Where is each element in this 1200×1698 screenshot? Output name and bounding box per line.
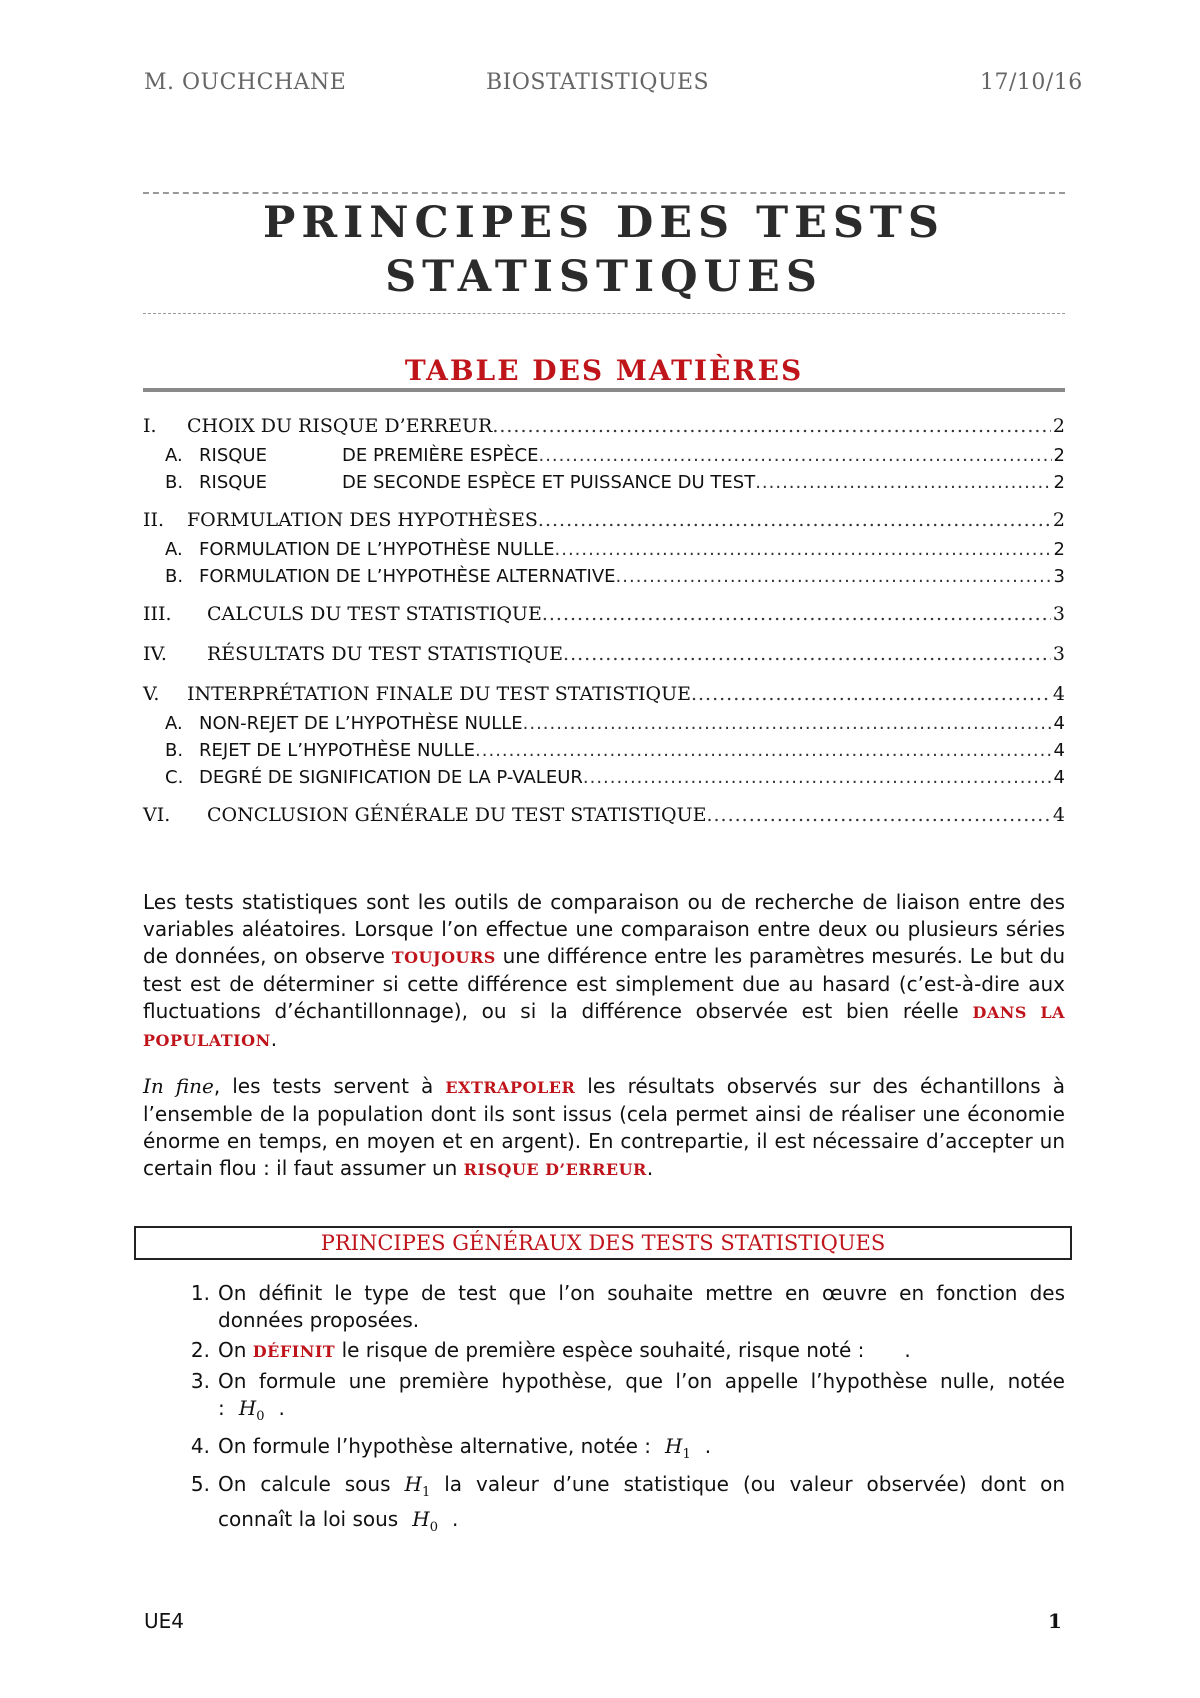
header-author: M. OUCHCHANE — [144, 70, 347, 95]
table-of-contents — [143, 415, 1065, 834]
toc-subentry-1a[interactable] — [143, 445, 1065, 472]
toc-entry-label: INTERPRÉTATION FINALE DU TEST STATISTIQUE — [187, 683, 691, 705]
step-text — [218, 1433, 1065, 1468]
toc-entry-page: 3 — [1052, 643, 1065, 665]
toc-leader — [706, 804, 1050, 826]
toc-entry-label: FORMULATION DES HYPOTHÈSES — [187, 509, 538, 531]
toc-subentry-number: A. — [165, 713, 183, 734]
list-item — [143, 1337, 1065, 1365]
step-text-part: On formule l’hypothèse alternative, notée : — [218, 1434, 652, 1458]
toc-subentry-label: FORMULATION DE L’HYPOTHÈSE NULLE — [199, 539, 555, 560]
intro-text: . — [646, 1156, 654, 1180]
toc-subentry-2a[interactable] — [143, 539, 1065, 566]
toc-leader — [755, 472, 1051, 493]
h-letter: H — [412, 1507, 430, 1531]
toc-subentry-number: B. — [165, 740, 184, 761]
h-subscript: 0 — [429, 1520, 438, 1535]
toc-subentry-number: C. — [165, 767, 184, 788]
page-title-line-2: STATISTIQUES — [385, 252, 823, 302]
toc-leader — [538, 509, 1051, 531]
toc-subentry-prefix: RISQUE — [199, 445, 267, 466]
list-item — [143, 1471, 1065, 1541]
toc-subentry-label: DE SECONDE ESPÈCE ET PUISSANCE DU TEST — [342, 472, 756, 493]
toc-entry-number: VI. — [143, 804, 171, 826]
toc-entry-2[interactable] — [143, 509, 1065, 539]
toc-entry-number: II. — [143, 509, 165, 531]
emphasis-definit: DÉFINIT — [252, 1342, 336, 1361]
intro-text: les résultats observés sur des échantillons à l’ensemble de la population dont ils sont issus (cela permet ainsi de réaliser une économie énorme en temps, en moyen et en argent). En contrepartie, il est nécessaire d’accepter un certain flou : il faut assumer un — [143, 1074, 1065, 1180]
step-text-part: le risque de première espèce souhaité, risque noté : — [335, 1338, 865, 1362]
toc-entry-4[interactable] — [143, 643, 1065, 673]
toc-entry-number: I. — [143, 415, 157, 437]
h0-symbol — [398, 1507, 452, 1535]
toc-subentry-label: DE PREMIÈRE ESPÈCE — [342, 445, 539, 466]
h1-symbol — [391, 1472, 445, 1500]
toc-subentry-page: 2 — [1053, 539, 1065, 560]
title-rule-bottom — [143, 313, 1065, 314]
toc-leader — [555, 539, 1052, 560]
list-item — [143, 1433, 1065, 1468]
step-number: 4. — [190, 1434, 210, 1458]
h0-symbol — [225, 1396, 279, 1424]
emphasis-population: DANS LA POPULATION — [143, 1003, 1066, 1050]
emphasis-toujours: TOUJOURS — [391, 948, 496, 967]
emphasis-extrapoler: EXTRAPOLER — [445, 1078, 576, 1097]
toc-entry-page: 2 — [1052, 415, 1065, 437]
step-text-part: la valeur d’une statistique (ou valeur observée) dont on connaît la loi sous — [218, 1472, 1065, 1531]
toc-subentry-5c[interactable] — [143, 767, 1065, 794]
intro-text: Les tests statistiques sont les outils de comparaison ou de recherche de liaison entre des variables aléatoires. Lorsque l’on effectue une comparaison entre deux ou plusieurs séries de données, on observe — [143, 890, 1065, 968]
toc-entry-number: V. — [143, 683, 160, 705]
toc-leader — [492, 415, 1051, 437]
toc-leader — [538, 445, 1051, 466]
toc-entry-number: IV. — [143, 643, 167, 665]
step-number: 2. — [190, 1338, 210, 1362]
intro-paragraph-2 — [143, 1073, 1065, 1183]
toc-subentry-5a[interactable] — [143, 713, 1065, 740]
header-subject: BIOSTATISTIQUES — [486, 70, 710, 95]
toc-entry-page: 3 — [1052, 603, 1065, 625]
h-subscript: 0 — [256, 1409, 265, 1424]
list-item — [143, 1368, 1065, 1430]
header-date: 17/10/16 — [980, 70, 1083, 95]
intro-paragraph-1 — [143, 889, 1065, 1054]
step-text-part: On calcule sous — [218, 1472, 391, 1496]
toc-subentry-page: 4 — [1053, 767, 1065, 788]
footer-course-code: UE4 — [144, 1609, 184, 1633]
toc-entry-page: 4 — [1052, 804, 1065, 826]
toc-subentry-label: FORMULATION DE L’HYPOTHÈSE ALTERNATIVE — [199, 566, 616, 587]
step-text — [218, 1337, 1065, 1365]
toc-subentry-number: B. — [165, 566, 184, 587]
toc-entry-5[interactable] — [143, 683, 1065, 713]
page-title-line-1: PRINCIPES DES TESTS — [263, 198, 945, 248]
step-number: 5. — [190, 1472, 210, 1496]
principles-list — [143, 1280, 1065, 1544]
step-text — [218, 1471, 1065, 1541]
toc-entry-number: III. — [143, 603, 172, 625]
toc-entry-label: RÉSULTATS DU TEST STATISTIQUE — [207, 643, 564, 665]
toc-subentry-label: NON-REJET DE L’HYPOTHÈSE NULLE — [199, 713, 523, 734]
toc-leader — [542, 603, 1051, 625]
toc-subentry-5b[interactable] — [143, 740, 1065, 767]
h-letter: H — [404, 1472, 422, 1496]
toc-subentry-prefix: RISQUE — [199, 472, 267, 493]
toc-subentry-page: 3 — [1053, 566, 1065, 587]
toc-leader — [523, 713, 1052, 734]
h-subscript: 1 — [682, 1447, 691, 1462]
step-number: 1. — [190, 1281, 210, 1305]
toc-leader — [691, 683, 1051, 705]
toc-subentry-label: REJET DE L’HYPOTHÈSE NULLE — [199, 740, 476, 761]
step-text-part: . — [904, 1338, 911, 1362]
list-item — [143, 1280, 1065, 1334]
toc-heading: TABLE DES MATIÈRES — [404, 354, 804, 387]
h-letter: H — [238, 1396, 257, 1420]
step-text-part: . — [278, 1396, 285, 1420]
toc-subentry-page: 4 — [1053, 713, 1065, 734]
toc-entry-label: CHOIX DU RISQUE D’ERREUR — [187, 415, 493, 437]
step-text-part: . — [704, 1434, 712, 1458]
step-text: On définit le type de test que l’on souhaite mettre en œuvre en fonction des données proposées. — [218, 1281, 1065, 1332]
h-letter: H — [665, 1434, 683, 1458]
toc-subentry-number: B. — [165, 472, 184, 493]
step-number: 3. — [190, 1369, 210, 1393]
toc-entry-page: 2 — [1052, 509, 1065, 531]
step-text-part: On formule une première hypothèse, que l’on appelle l’hypothèse nulle, notée : — [218, 1369, 1065, 1420]
toc-leader — [616, 566, 1052, 587]
in-fine-italic: In fine — [143, 1074, 214, 1098]
toc-subentry-page: 2 — [1053, 445, 1065, 466]
footer-page-number: 1 — [1048, 1609, 1062, 1633]
toc-subentry-2b[interactable] — [143, 566, 1065, 593]
step-text — [218, 1368, 1065, 1430]
toc-subentry-page: 4 — [1053, 740, 1065, 761]
toc-entry-6[interactable] — [143, 804, 1065, 834]
toc-subentry-label: DEGRÉ DE SIGNIFICATION DE LA P-VALEUR — [199, 767, 583, 788]
page-title — [143, 196, 1065, 304]
step-text-part: On — [218, 1338, 253, 1362]
h-subscript: 1 — [421, 1485, 431, 1500]
toc-rule — [143, 388, 1065, 392]
intro-text: , les tests servent à — [213, 1074, 446, 1098]
h1-symbol — [651, 1434, 705, 1462]
step-text-part: . — [451, 1507, 459, 1531]
toc-subentry-number: A. — [165, 539, 183, 560]
toc-entry-label: CALCULS DU TEST STATISTIQUE — [207, 603, 542, 625]
principles-heading: PRINCIPES GÉNÉRAUX DES TESTS STATISTIQUES — [134, 1226, 1072, 1260]
toc-leader — [475, 740, 1052, 761]
emphasis-risque-erreur: RISQUE D’ERREUR — [463, 1160, 647, 1179]
toc-subentry-number: A. — [165, 445, 183, 466]
toc-entry-page: 4 — [1052, 683, 1065, 705]
title-rule-top — [143, 192, 1065, 194]
toc-leader — [563, 643, 1051, 665]
toc-entry-1[interactable] — [143, 415, 1065, 445]
toc-subentry-1b[interactable] — [143, 472, 1065, 499]
toc-entry-label: CONCLUSION GÉNÉRALE DU TEST STATISTIQUE — [207, 804, 707, 826]
toc-entry-3[interactable] — [143, 603, 1065, 633]
toc-leader — [583, 767, 1052, 788]
intro-text: . — [270, 1027, 278, 1051]
intro-text: une différence entre les paramètres mesurés. Le but du test est de déterminer si cette différence est simplement due au hasard (c’est-à-dire aux fluctuations d’échantillonnage), ou si la différence observée est bien réelle — [143, 944, 1066, 1023]
toc-subentry-page: 2 — [1053, 472, 1065, 493]
